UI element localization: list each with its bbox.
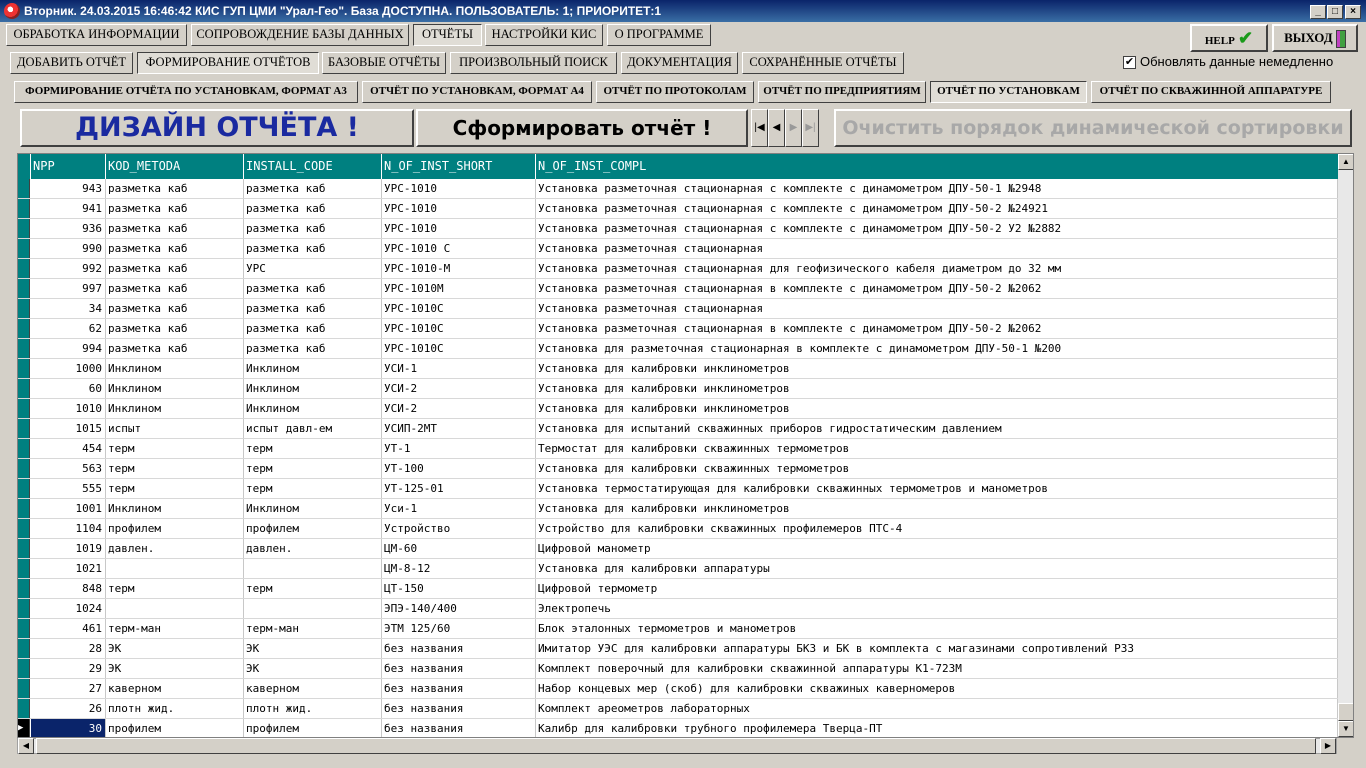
cell-full-name[interactable]: Блок эталонных термометров и манометров: [536, 619, 1338, 638]
cell-install-code[interactable]: разметка каб: [244, 339, 382, 358]
tab-report-protocols[interactable]: ОТЧЁТ ПО ПРОТОКОЛАМ: [596, 81, 754, 103]
header-indicator: [18, 154, 31, 179]
cell-full-name[interactable]: Установка разметочная стационарная: [536, 239, 1338, 258]
column-header-kod-metoda[interactable]: KOD_METODA: [106, 154, 244, 179]
cell-short-name[interactable]: УСИ-2: [382, 399, 536, 418]
cell-npp[interactable]: 34: [31, 299, 106, 318]
cell-npp[interactable]: 1015: [31, 419, 106, 438]
table-row[interactable]: [18, 219, 1338, 239]
cell-short-name[interactable]: Устройство: [382, 519, 536, 538]
table-row[interactable]: [18, 459, 1338, 479]
row-indicator[interactable]: [18, 339, 30, 358]
tab-processing[interactable]: ОБРАБОТКА ИНФОРМАЦИИ: [6, 24, 187, 46]
cell-kod-metoda[interactable]: давлен.: [106, 539, 244, 558]
cell-full-name[interactable]: Установка для испытаний скважинных приборов гидростатическим давлением: [536, 419, 1338, 438]
cell-short-name[interactable]: УРС-1010М: [382, 279, 536, 298]
cell-kod-metoda[interactable]: Инклином: [106, 399, 244, 418]
cell-install-code[interactable]: ЭК: [244, 659, 382, 678]
cell-full-name[interactable]: Электропечь: [536, 599, 1338, 618]
table-row[interactable]: [18, 419, 1338, 439]
row-indicator[interactable]: [18, 539, 30, 558]
cell-npp[interactable]: 27: [31, 679, 106, 698]
cell-npp[interactable]: 943: [31, 179, 106, 198]
table-row[interactable]: [18, 439, 1338, 459]
cell-short-name[interactable]: УСИ-2: [382, 379, 536, 398]
row-indicator[interactable]: [18, 319, 30, 338]
table-row[interactable]: [18, 599, 1338, 619]
cell-kod-metoda[interactable]: терм: [106, 459, 244, 478]
cell-install-code[interactable]: Инклином: [244, 399, 382, 418]
cell-short-name[interactable]: без названия: [382, 679, 536, 698]
cell-install-code[interactable]: Инклином: [244, 379, 382, 398]
cell-full-name[interactable]: Установка разметочная стационарная с комплекте с динамометром ДПУ-50-2 №24921: [536, 199, 1338, 218]
cell-install-code[interactable]: профилем: [244, 519, 382, 538]
cell-full-name[interactable]: Установка разметочная стационарная с комплекте с динамометром ДПУ-50-2 У2 №2882: [536, 219, 1338, 238]
table-row[interactable]: [18, 679, 1338, 699]
row-indicator[interactable]: [18, 299, 30, 318]
tab-report-enterprises[interactable]: ОТЧЁТ ПО ПРЕДПРИЯТИЯМ: [758, 81, 926, 103]
cell-kod-metoda[interactable]: терм: [106, 439, 244, 458]
cell-kod-metoda[interactable]: разметка каб: [106, 199, 244, 218]
exit-label: ВЫХОД: [1284, 30, 1333, 45]
tab-about[interactable]: О ПРОГРАММЕ: [607, 24, 711, 46]
cell-install-code[interactable]: терм: [244, 479, 382, 498]
minimize-button[interactable]: _: [1310, 5, 1326, 19]
scroll-up-button[interactable]: ▲: [1338, 154, 1354, 170]
cell-npp[interactable]: 60: [31, 379, 106, 398]
cell-kod-metoda[interactable]: разметка каб: [106, 319, 244, 338]
row-indicator[interactable]: [18, 559, 30, 578]
cell-install-code[interactable]: терм-ман: [244, 619, 382, 638]
cell-npp[interactable]: 555: [31, 479, 106, 498]
grid-header: [18, 154, 1338, 179]
table-row[interactable]: [18, 179, 1338, 199]
cell-install-code[interactable]: испыт давл-ем: [244, 419, 382, 438]
cell-short-name[interactable]: УРС-1010С: [382, 299, 536, 318]
cell-full-name[interactable]: Термостат для калибровки скважинных термометров: [536, 439, 1338, 458]
cell-kod-metoda[interactable]: разметка каб: [106, 259, 244, 278]
cell-install-code[interactable]: разметка каб: [244, 199, 382, 218]
scroll-down-button[interactable]: ▼: [1338, 721, 1354, 737]
cell-full-name[interactable]: Комплект поверочный для калибровки скважинной аппаратуры К1-723М: [536, 659, 1338, 678]
vertical-scrollbar[interactable]: [1338, 154, 1354, 737]
row-indicator[interactable]: [18, 639, 30, 658]
table-row[interactable]: [18, 259, 1338, 279]
cell-npp[interactable]: 1019: [31, 539, 106, 558]
tab-free-search[interactable]: ПРОИЗВОЛЬНЫЙ ПОИСК: [450, 52, 617, 74]
next-record-button[interactable]: ▶: [785, 109, 802, 147]
cell-npp[interactable]: 936: [31, 219, 106, 238]
cell-install-code[interactable]: разметка каб: [244, 179, 382, 198]
row-indicator[interactable]: [18, 579, 30, 598]
cell-short-name[interactable]: УРС-1010: [382, 219, 536, 238]
cell-install-code[interactable]: профилем: [244, 719, 382, 738]
table-row[interactable]: [18, 619, 1338, 639]
cell-npp[interactable]: 1024: [31, 599, 106, 618]
cell-full-name[interactable]: Установка термостатирующая для калибровки скважинных термометров и манометров: [536, 479, 1338, 498]
table-row[interactable]: [18, 559, 1338, 579]
cell-short-name[interactable]: УРС-1010: [382, 199, 536, 218]
tab-report-forming[interactable]: ФОРМИРОВАНИЕ ОТЧЁТОВ: [137, 52, 319, 74]
table-row[interactable]: [18, 659, 1338, 679]
table-row[interactable]: [18, 499, 1338, 519]
row-indicator[interactable]: [18, 499, 30, 518]
cell-kod-metoda[interactable]: разметка каб: [106, 279, 244, 298]
cell-full-name[interactable]: Установка разметочная стационарная с комплекте с динамометром ДПУ-50-1 №2948: [536, 179, 1338, 198]
row-indicator[interactable]: [18, 219, 30, 238]
scroll-left-button[interactable]: ◀: [18, 738, 34, 754]
tab-report-install-a4[interactable]: ОТЧЁТ ПО УСТАНОВКАМ, ФОРМАТ А4: [362, 81, 592, 103]
cell-kod-metoda[interactable]: профилем: [106, 519, 244, 538]
row-indicator[interactable]: [18, 419, 30, 438]
row-indicator[interactable]: [18, 379, 30, 398]
auto-update-checkbox[interactable]: ✔: [1124, 56, 1135, 68]
door-exit-icon: [1336, 30, 1346, 48]
cell-short-name[interactable]: ЦТ-150: [382, 579, 536, 598]
cell-install-code[interactable]: разметка каб: [244, 319, 382, 338]
tab-reports[interactable]: ОТЧЁТЫ: [413, 24, 482, 46]
cell-short-name[interactable]: ЦМ-60: [382, 539, 536, 558]
cell-short-name[interactable]: УРС-1010: [382, 179, 536, 198]
column-header-npp[interactable]: NPP: [31, 154, 106, 179]
column-header-full-name[interactable]: N_OF_INST_COMPL: [538, 159, 647, 173]
cell-kod-metoda[interactable]: терм: [106, 479, 244, 498]
table-row[interactable]: [18, 279, 1338, 299]
cell-full-name[interactable]: Установка для калибровки инклинометров: [536, 379, 1338, 398]
cell-install-code[interactable]: разметка каб: [244, 239, 382, 258]
row-indicator[interactable]: [18, 259, 30, 278]
cell-full-name[interactable]: Установка для калибровки инклинометров: [536, 399, 1338, 418]
cell-full-name[interactable]: Установка для калибровки инклинометров: [536, 499, 1338, 518]
table-row[interactable]: [18, 299, 1338, 319]
cell-kod-metoda[interactable]: ЭК: [106, 639, 244, 658]
cell-kod-metoda[interactable]: разметка каб: [106, 219, 244, 238]
generate-report-button[interactable]: Сформировать отчёт !: [416, 109, 748, 147]
tab-saved-reports[interactable]: СОХРАНЁННЫЕ ОТЧЁТЫ: [742, 52, 904, 74]
cell-npp[interactable]: 26: [31, 699, 106, 718]
cell-short-name[interactable]: ЭПЭ-140/400: [382, 599, 536, 618]
row-indicator[interactable]: [18, 279, 30, 298]
cell-npp[interactable]: 28: [31, 639, 106, 658]
table-row[interactable]: [18, 379, 1338, 399]
cell-install-code[interactable]: терм: [244, 579, 382, 598]
cell-install-code[interactable]: [244, 599, 382, 618]
tab-report-install-a3[interactable]: ФОРМИРОВАНИЕ ОТЧЁТА ПО УСТАНОВКАМ, ФОРМАТ А3: [14, 81, 358, 103]
row-indicator[interactable]: [18, 199, 30, 218]
cell-full-name[interactable]: Имитатор УЭС для калибровки аппаратуры БКЗ и БК в комплекта с магазинами сопротивлений Р33: [536, 639, 1338, 658]
tab-report-installations[interactable]: ОТЧЁТ ПО УСТАНОВКАМ: [930, 81, 1087, 103]
cell-full-name[interactable]: Установка для разметочная стационарная в комплекте с динамометром ДПУ-50-1 №200: [536, 339, 1338, 358]
cell-install-code[interactable]: разметка каб: [244, 279, 382, 298]
cell-short-name[interactable]: без названия: [382, 659, 536, 678]
cell-install-code[interactable]: каверном: [244, 679, 382, 698]
cell-npp[interactable]: 848: [31, 579, 106, 598]
cell-kod-metoda[interactable]: терм: [106, 579, 244, 598]
help-label: HELP: [1204, 35, 1235, 47]
table-row[interactable]: [18, 639, 1338, 659]
row-indicator[interactable]: [18, 439, 30, 458]
cell-npp[interactable]: 992: [31, 259, 106, 278]
table-row[interactable]: [18, 479, 1338, 499]
cell-kod-metoda[interactable]: разметка каб: [106, 299, 244, 318]
cell-npp[interactable]: 941: [31, 199, 106, 218]
cell-kod-metoda[interactable]: плотн жид.: [106, 699, 244, 718]
cell-install-code[interactable]: УРС: [244, 259, 382, 278]
row-indicator[interactable]: [18, 179, 30, 198]
table-row[interactable]: [18, 359, 1338, 379]
cell-short-name[interactable]: УРС-1010-М: [382, 259, 536, 278]
cell-npp[interactable]: 29: [31, 659, 106, 678]
cell-short-name[interactable]: УРС-1010С: [382, 319, 536, 338]
row-indicator[interactable]: [18, 659, 30, 678]
tab-documentation[interactable]: ДОКУМЕНТАЦИЯ: [621, 52, 738, 74]
row-indicator[interactable]: [18, 699, 30, 718]
cell-install-code[interactable]: [244, 559, 382, 578]
cell-install-code[interactable]: ЭК: [244, 639, 382, 658]
cell-install-code[interactable]: разметка каб: [244, 299, 382, 318]
cell-npp[interactable]: 997: [31, 279, 106, 298]
row-indicator[interactable]: [18, 359, 30, 378]
cell-npp[interactable]: 563: [31, 459, 106, 478]
cell-full-name[interactable]: Комплект ареометров лабораторных: [536, 699, 1338, 718]
cell-install-code[interactable]: разметка каб: [244, 219, 382, 238]
row-indicator[interactable]: [18, 459, 30, 478]
scroll-right-button[interactable]: ▶: [1320, 738, 1336, 754]
first-record-button[interactable]: |◀: [751, 109, 768, 147]
prev-record-button[interactable]: ◀: [768, 109, 785, 147]
app-icon: [4, 3, 20, 19]
tab-add-report[interactable]: ДОБАВИТЬ ОТЧЁТ: [10, 52, 133, 74]
row-indicator[interactable]: [18, 679, 30, 698]
cell-full-name[interactable]: Устройство для калибровки скважинных профилемеров ПТС-4: [536, 519, 1338, 538]
cell-install-code[interactable]: терм: [244, 459, 382, 478]
exit-button[interactable]: [1272, 24, 1358, 52]
table-row[interactable]: [18, 719, 1338, 738]
design-report-button[interactable]: ДИЗАЙН ОТЧЁТА !: [20, 109, 414, 147]
cell-npp[interactable]: 461: [31, 619, 106, 638]
cell-npp[interactable]: 1010: [31, 399, 106, 418]
table-row[interactable]: [18, 339, 1338, 359]
clear-sort-button[interactable]: Очистить порядок динамической сортировки: [834, 109, 1352, 147]
cell-npp[interactable]: 1000: [31, 359, 106, 378]
cell-short-name[interactable]: без названия: [382, 699, 536, 718]
cell-install-code[interactable]: давлен.: [244, 539, 382, 558]
row-indicator[interactable]: [18, 239, 30, 258]
table-row[interactable]: [18, 199, 1338, 219]
table-row[interactable]: [18, 239, 1338, 259]
cell-short-name[interactable]: УРС-1010 С: [382, 239, 536, 258]
current-row-indicator-icon[interactable]: ▶: [18, 719, 30, 738]
tab-db-maintenance[interactable]: СОПРОВОЖДЕНИЕ БАЗЫ ДАННЫХ: [191, 24, 409, 46]
row-indicator[interactable]: [18, 399, 30, 418]
cell-short-name[interactable]: без названия: [382, 639, 536, 658]
table-row[interactable]: [18, 399, 1338, 419]
column-header-install-code[interactable]: INSTALL_CODE: [244, 154, 382, 179]
cell-install-code[interactable]: Инклином: [244, 359, 382, 378]
cell-install-code[interactable]: терм: [244, 439, 382, 458]
row-indicator[interactable]: [18, 619, 30, 638]
cell-kod-metoda[interactable]: Инклином: [106, 379, 244, 398]
cell-npp[interactable]: 454: [31, 439, 106, 458]
cell-short-name[interactable]: ЭТМ 125/60: [382, 619, 536, 638]
cell-kod-metoda[interactable]: [106, 599, 244, 618]
cell-kod-metoda[interactable]: [106, 559, 244, 578]
table-row[interactable]: [18, 579, 1338, 599]
close-button[interactable]: ×: [1345, 5, 1361, 19]
cell-kod-metoda[interactable]: Инклином: [106, 499, 244, 518]
title-bar: [0, 0, 1366, 22]
auto-update-label: Обновлять данные немедленно: [1140, 54, 1334, 69]
cell-install-code[interactable]: плотн жид.: [244, 699, 382, 718]
cell-full-name[interactable]: Установка для калибровки скважинных термометров: [536, 459, 1338, 478]
cell-short-name[interactable]: ЦМ-8-12: [382, 559, 536, 578]
row-indicator[interactable]: [18, 519, 30, 538]
cell-short-name[interactable]: УСИ-1: [382, 359, 536, 378]
cell-kod-metoda[interactable]: разметка каб: [106, 179, 244, 198]
horizontal-scrollbar[interactable]: [17, 738, 1337, 754]
cell-kod-metoda[interactable]: профилем: [106, 719, 244, 738]
row-indicator[interactable]: [18, 599, 30, 618]
cell-kod-metoda[interactable]: разметка каб: [106, 239, 244, 258]
cell-short-name[interactable]: УСИП-2МТ: [382, 419, 536, 438]
cell-npp[interactable]: 30: [31, 719, 106, 738]
row-indicator[interactable]: [18, 479, 30, 498]
table-row[interactable]: [18, 519, 1338, 539]
checkmark-icon: ✔: [1238, 28, 1254, 48]
cell-short-name[interactable]: УТ-1: [382, 439, 536, 458]
cell-full-name[interactable]: Набор концевых мер (скоб) для калибровки скважиных каверномеров: [536, 679, 1338, 698]
cell-full-name[interactable]: Цифровой термометр: [536, 579, 1338, 598]
hscroll-thumb[interactable]: [36, 738, 1316, 754]
cell-full-name[interactable]: Калибр для калибровки трубного профилемера Тверца-ПТ: [536, 719, 1338, 738]
cell-npp[interactable]: 1021: [31, 559, 106, 578]
cell-full-name[interactable]: Установка разметочная стационарная в комплекте с динамометром ДПУ-50-2 №2062: [536, 319, 1338, 338]
column-header-short-name[interactable]: N_OF_INST_SHORT: [382, 154, 536, 179]
tab-kis-settings[interactable]: НАСТРОЙКИ КИС: [485, 24, 603, 46]
maximize-button[interactable]: □: [1327, 5, 1343, 19]
cell-full-name[interactable]: Установка разметочная стационарная: [536, 299, 1338, 318]
cell-short-name[interactable]: УТ-125-01: [382, 479, 536, 498]
table-row[interactable]: [18, 539, 1338, 559]
cell-npp[interactable]: 1104: [31, 519, 106, 538]
cell-full-name[interactable]: Установка разметочная стационарная для геофизического кабеля диаметром до 32 мм: [536, 259, 1338, 278]
cell-short-name[interactable]: УТ-100: [382, 459, 536, 478]
cell-npp[interactable]: 1001: [31, 499, 106, 518]
cell-npp[interactable]: 990: [31, 239, 106, 258]
cell-short-name[interactable]: Уси-1: [382, 499, 536, 518]
cell-kod-metoda[interactable]: ЭК: [106, 659, 244, 678]
cell-full-name[interactable]: Цифровой манометр: [536, 539, 1338, 558]
scroll-thumb[interactable]: [1338, 703, 1354, 721]
table-row[interactable]: [18, 699, 1338, 719]
cell-install-code[interactable]: Инклином: [244, 499, 382, 518]
cell-npp[interactable]: 62: [31, 319, 106, 338]
tab-report-downhole[interactable]: ОТЧЁТ ПО СКВАЖИННОЙ АППАРАТУРЕ: [1091, 81, 1331, 103]
cell-full-name[interactable]: Установка для калибровки аппаратуры: [536, 559, 1338, 578]
cell-full-name[interactable]: Установка разметочная стационарная в комплекте с динамометром ДПУ-50-2 №2062: [536, 279, 1338, 298]
cell-kod-metoda[interactable]: разметка каб: [106, 339, 244, 358]
help-button[interactable]: [1190, 24, 1268, 52]
cell-full-name[interactable]: Установка для калибровки инклинометров: [536, 359, 1338, 378]
cell-short-name[interactable]: УРС-1010С: [382, 339, 536, 358]
table-row[interactable]: [18, 319, 1338, 339]
cell-kod-metoda[interactable]: терм-ман: [106, 619, 244, 638]
installations-grid[interactable]: [17, 153, 1354, 738]
cell-kod-metoda[interactable]: каверном: [106, 679, 244, 698]
cell-kod-metoda[interactable]: испыт: [106, 419, 244, 438]
cell-short-name[interactable]: без названия: [382, 719, 536, 738]
window-title: Вторник. 24.03.2015 16:46:42 КИС ГУП ЦМИ "Урал-Гео". База ДОСТУПНА. ПОЛЬЗОВАТЕЛЬ: 1; ПРИОРИТЕТ:1: [24, 4, 661, 18]
cell-kod-metoda[interactable]: Инклином: [106, 359, 244, 378]
last-record-button[interactable]: ▶|: [802, 109, 819, 147]
tab-base-reports[interactable]: БАЗОВЫЕ ОТЧЁТЫ: [322, 52, 446, 74]
cell-npp[interactable]: 994: [31, 339, 106, 358]
